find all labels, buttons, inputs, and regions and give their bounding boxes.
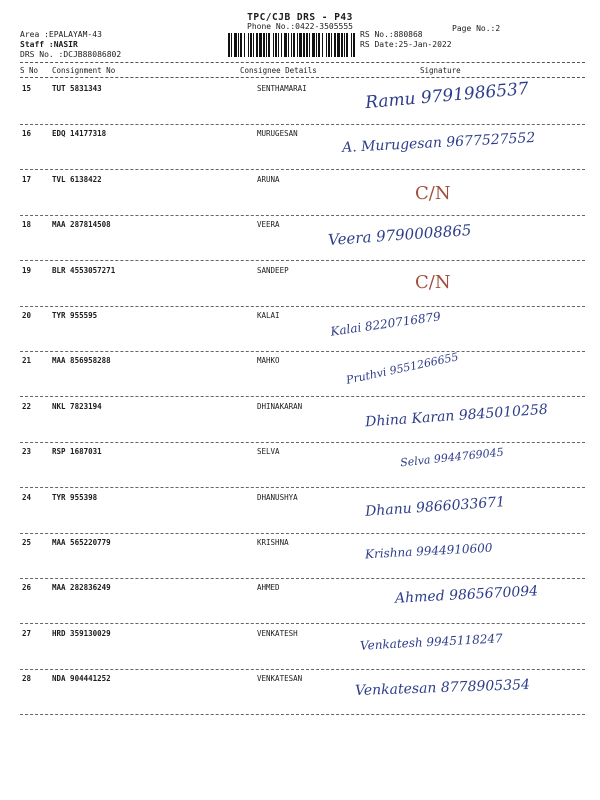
handwritten-signature: C/N [415,182,451,204]
consignee-name: KALAI [257,311,280,320]
consignment-number: MAA 287814508 [52,220,111,230]
handwritten-signature: A. Murugesan 9677527552 [341,130,536,157]
table-row [0,129,600,175]
serial-number: 22 [22,401,32,411]
consignee-name: KRISHNA [257,538,289,547]
handwritten-signature: Veera 9790008865 [327,221,472,250]
serial-number: 23 [22,447,32,457]
sheet-title: TPC/CJB DRS - P43 [247,12,353,23]
table-row [0,402,600,448]
consignee-name: SENTHAMARAI [257,84,307,93]
handwritten-signature: Ahmed 9865670094 [394,583,539,608]
serial-number: 15 [22,84,32,93]
consignee-name: MURUGESAN [257,129,298,139]
row-divider [20,396,585,397]
table-row [0,78,600,130]
row-divider [20,669,585,670]
col-signature: Signature [420,66,461,75]
consignment-number: BLR 4553057271 [52,265,116,275]
col-consignment: Consignment No [52,66,116,75]
phone-number: Phone No.:0422-3505555 [247,22,353,31]
consignee-name: AHMED [257,583,280,593]
serial-number: 26 [22,583,32,593]
handwritten-signature: Ramu 9791986537 [364,78,530,114]
table-row [0,583,600,629]
serial-number: 20 [22,311,32,320]
rs-number: RS No.:880868 [360,30,423,39]
consignee-name: VENKATESAN [257,674,303,684]
table-row [0,175,600,221]
serial-number: 25 [22,538,32,547]
table-row [0,674,600,720]
row-divider [20,306,585,307]
table-row [0,220,600,266]
serial-number: 19 [22,265,32,275]
column-divider [20,77,585,78]
consignment-number: MAA 282836249 [52,583,111,593]
consignee-name: DHANUSHYA [257,492,298,502]
row-divider [20,487,585,488]
page-number: Page No.:2 [452,24,501,33]
serial-number: 16 [22,129,32,139]
handwritten-signature: Dhina Karan 9845010258 [364,401,549,431]
consignment-number: TYR 955398 [52,492,98,502]
consignment-number: TUT 5831343 [52,84,102,93]
header-left-block [20,30,121,60]
serial-number: 17 [22,174,32,184]
header-divider [20,62,585,63]
consignee-name: SELVA [257,447,280,457]
row-divider [20,124,585,125]
serial-number: 27 [22,628,32,638]
handwritten-signature: Selva 9944769045 [399,445,505,470]
handwritten-signature: C/N [415,271,451,293]
consignee-name: ARUNA [257,174,280,184]
consignment-number: NDA 904441252 [52,674,111,684]
row-divider [20,442,585,443]
serial-number: 24 [22,492,32,502]
row-divider [20,714,585,715]
consignee-name: SANDEEP [257,265,289,275]
consignment-number: MAA 565220779 [52,538,111,547]
consignee-name: VEERA [257,220,280,230]
row-divider [20,169,585,170]
area-label: Area :EPALAYAM-43 [20,30,102,39]
serial-number: 21 [22,356,32,366]
serial-number: 18 [22,220,32,230]
row-divider [20,260,585,261]
row-divider [20,533,585,534]
handwritten-signature: Pruthvi 9551266655 [344,350,460,388]
consignment-number: RSP 1687031 [52,447,102,457]
table-row [0,493,600,539]
serial-number: 28 [22,674,32,684]
row-divider [20,623,585,624]
header-right-block [360,30,452,50]
consignee-name: VENKATESH [257,628,298,638]
row-divider [20,578,585,579]
handwritten-signature: Venkatesh 9945118247 [359,631,504,653]
handwritten-signature: Krishna 9944910600 [364,540,493,562]
table-row [0,629,600,675]
consignee-name: DHINAKARAN [257,401,303,411]
col-sno: S No [20,66,39,75]
table-row [0,350,600,402]
handwritten-signature: Dhanu 9866033671 [364,493,506,520]
handwritten-signature: Kalai 8220716879 [329,309,442,339]
consignee-name: MAHKO [257,356,280,366]
table-row [0,266,600,312]
barcode-image [228,33,355,57]
staff-label: Staff :NASIR [20,40,78,49]
consignment-number: HRD 359130029 [52,628,111,638]
consignment-number: NKL 7823194 [52,401,102,411]
table-row [0,447,600,493]
consignment-number: TVL 6138422 [52,174,102,184]
consignment-number: EDQ 14177318 [52,129,107,139]
col-consignee: Consignee Details [240,66,317,75]
consignment-number: MAA 856958288 [52,356,111,366]
row-divider [20,215,585,216]
row-divider [20,351,585,352]
table-row [0,311,600,357]
table-row [0,538,600,584]
drs-number: DRS No. :DCJB88086802 [20,50,122,59]
rs-date: RS Date:25-Jan-2022 [360,40,452,49]
consignment-number: TYR 955595 [52,311,98,320]
handwritten-signature: Venkatesan 8778905354 [354,677,531,700]
